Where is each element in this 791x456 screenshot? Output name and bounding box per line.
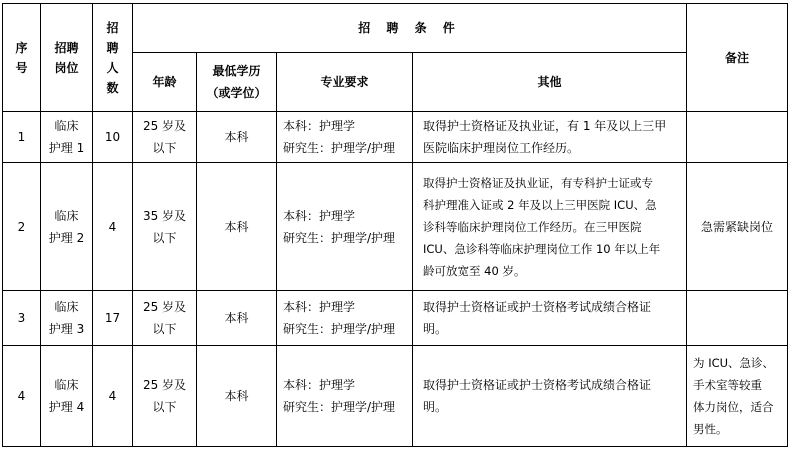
cell-edu: 本科 [197, 112, 277, 163]
cell-edu: 本科 [197, 346, 277, 447]
cell-count: 17 [93, 291, 133, 346]
cell-major: 本科：护理学 研究生：护理学/护理 [277, 291, 413, 346]
header-other: 其他 [413, 53, 687, 112]
cell-seq: 2 [3, 163, 41, 291]
header-count: 招 聘 人 数 [93, 4, 133, 112]
cell-post: 临床 护理 3 [41, 291, 93, 346]
header-seq: 序 号 [3, 4, 41, 112]
cell-seq: 1 [3, 112, 41, 163]
cell-remark [687, 112, 788, 163]
cell-age: 25 岁及 以下 [133, 291, 197, 346]
cell-other: 取得护士资格证或护士资格考试成绩合格证 明。 [413, 291, 687, 346]
cell-seq: 3 [3, 291, 41, 346]
cell-edu: 本科 [197, 291, 277, 346]
cell-major: 本科：护理学 研究生：护理学/护理 [277, 163, 413, 291]
cell-edu: 本科 [197, 163, 277, 291]
cell-remark: 为 ICU、急诊、 手术室等较重 体力岗位，适合 男性。 [687, 346, 788, 447]
cell-age: 25 岁及 以下 [133, 112, 197, 163]
cell-count: 4 [93, 163, 133, 291]
cell-major: 本科：护理学 研究生：护理学/护理 [277, 112, 413, 163]
table-row [3, 112, 788, 163]
table-row [3, 291, 788, 346]
cell-remark [687, 291, 788, 346]
cell-post: 临床 护理 1 [41, 112, 93, 163]
header-post: 招聘 岗位 [41, 4, 93, 112]
cell-count: 4 [93, 346, 133, 447]
header-major: 专业要求 [277, 53, 413, 112]
cell-other: 取得护士资格证及执业证，有专科护士证或专 科护理准入证或 2 年及以上三甲医院 ICU、急 诊科等临床护理岗位工作经历。在三甲医院 ICU、急诊科等临床护理岗位工作 10 年以上年 龄可放宽至 40 岁。 [413, 163, 687, 291]
table-row [3, 163, 788, 291]
header-remark: 备注 [687, 4, 788, 112]
header-conditions: 招 聘 条 件 [133, 4, 687, 53]
cell-age: 35 岁及 以下 [133, 163, 197, 291]
recruitment-table [2, 3, 788, 447]
cell-other: 取得护士资格证及执业证，有 1 年及以上三甲 医院临床护理岗位工作经历。 [413, 112, 687, 163]
cell-other: 取得护士资格证或护士资格考试成绩合格证 明。 [413, 346, 687, 447]
cell-seq: 4 [3, 346, 41, 447]
header-edu: 最低学历 （或学位） [197, 53, 277, 112]
table-row [3, 346, 788, 447]
cell-age: 25 岁及 以下 [133, 346, 197, 447]
cell-major: 本科：护理学 研究生：护理学/护理 [277, 346, 413, 447]
cell-count: 10 [93, 112, 133, 163]
cell-post: 临床 护理 4 [41, 346, 93, 447]
cell-post: 临床 护理 2 [41, 163, 93, 291]
cell-remark: 急需紧缺岗位 [687, 163, 788, 291]
header-age: 年龄 [133, 53, 197, 112]
